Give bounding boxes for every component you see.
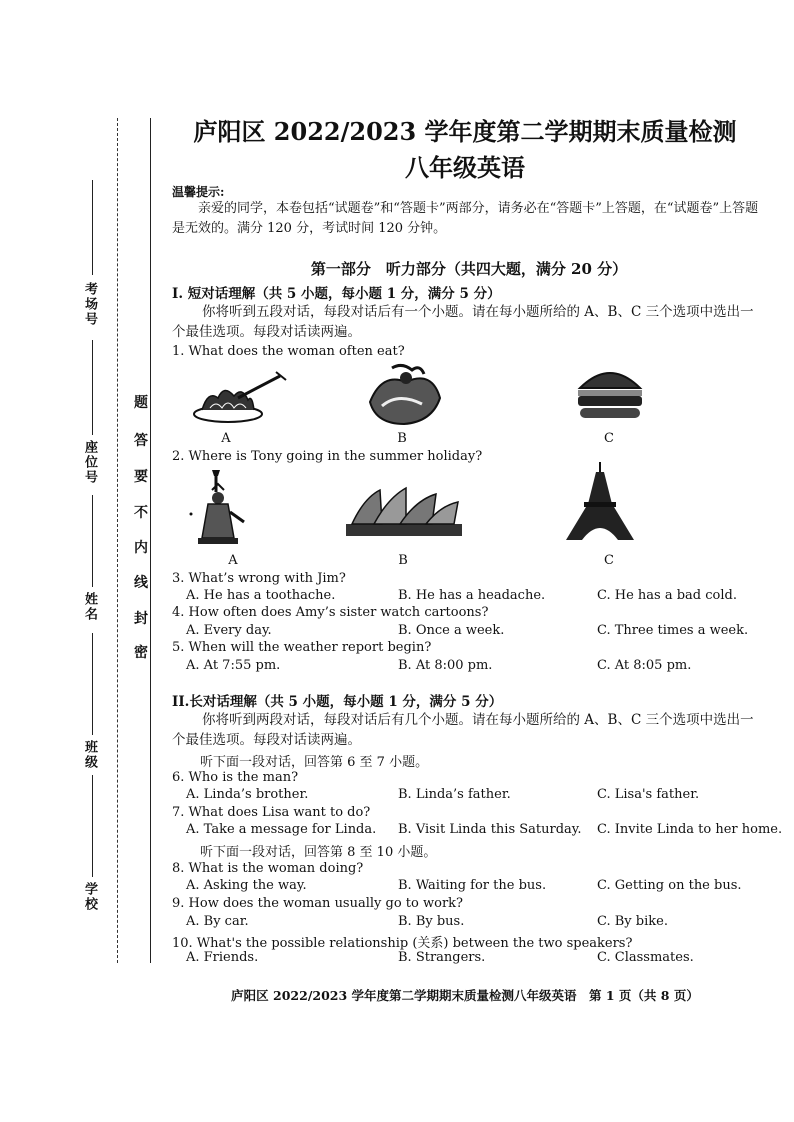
tips-label: 温馨提示: (172, 185, 225, 199)
field-class: 班级 (82, 740, 97, 770)
option-a: A. He has a toothache. (186, 588, 336, 603)
picture-label: C (604, 553, 614, 568)
section-one-heading: I. 短对话理解（共 5 小题，每小题 1 分，满分 5 分） (172, 286, 501, 302)
option-a: A. Every day. (186, 623, 272, 638)
option-b: B. Waiting for the bus. (398, 878, 547, 893)
seal-char: 封 (134, 611, 148, 627)
option-c: C. Classmates. (597, 950, 694, 965)
eiffel-tower-icon (560, 460, 640, 542)
question-3: 3. What’s wrong with Jim? (172, 571, 346, 586)
field-line (92, 180, 93, 275)
option-b: B. Once a week. (398, 623, 505, 638)
option-c: C. Three times a week. (597, 623, 749, 638)
section-two-instruction: 你将听到两段对话，每段对话后有几个小题。请在每小题所给的 A、B、C 三个选项中选出一个最佳选项。每段对话读两遍。 (172, 712, 754, 748)
option-c: C. He has a bad cold. (597, 588, 737, 603)
vegetables-icon (362, 362, 446, 430)
question-6: 6. Who is the man? (172, 770, 299, 785)
seal-char: 答 (134, 433, 148, 449)
option-a: A. Take a message for Linda. (186, 822, 377, 837)
hamburger-icon (574, 362, 646, 424)
seal-char: 题 (134, 395, 148, 411)
section-two-heading: II.长对话理解（共 5 小题，每小题 1 分，满分 5 分） (172, 694, 503, 710)
field-exam-room: 考场号 (82, 282, 97, 327)
option-c: C. At 8:05 pm. (597, 658, 692, 673)
option-a: A. At 7:55 pm. (186, 658, 281, 673)
option-a: A. Asking the way. (186, 878, 307, 893)
spaghetti-icon (188, 370, 288, 428)
option-b: B. Linda’s father. (398, 787, 511, 802)
seal-char: 线 (134, 575, 148, 591)
question-9: 9. How does the woman usually go to work? (172, 896, 464, 911)
sydney-opera-house-icon (344, 484, 464, 540)
picture-label: B (398, 553, 408, 568)
field-line (92, 775, 93, 877)
option-b: B. At 8:00 pm. (398, 658, 493, 673)
field-line (92, 340, 93, 435)
seal-char: 不 (134, 505, 148, 521)
picture-label: B (397, 431, 407, 446)
option-b: B. Visit Linda this Saturday. (398, 822, 582, 837)
exam-subject: 八年级英语 (405, 153, 525, 182)
field-line (92, 633, 93, 735)
option-a: A. Friends. (186, 950, 259, 965)
question-2: 2. Where is Tony going in the summer holiday? (172, 449, 483, 464)
statue-of-liberty-icon (188, 468, 264, 546)
option-b: B. By bus. (398, 914, 465, 929)
question-10: 10. What's the possible relationship (关系) between the two speakers? (172, 936, 633, 951)
tips-text: 亲爱的同学，本卷包括“试题卷”和“答题卡”两部分，请务必在“答题卡”上答题，在“试题卷”上答题是无效的。满分 120 分，考试时间 120 分钟。 (172, 201, 759, 236)
picture-label: A (228, 553, 238, 568)
option-c: C. Lisa's father. (597, 787, 700, 802)
listening-subheading: 听下面一段对话，回答第 6 至 7 小题。 (200, 755, 429, 770)
question-5: 5. When will the weather report begin? (172, 640, 432, 655)
question-1: 1. What does the woman often eat? (172, 344, 405, 359)
field-name: 姓名 (82, 592, 97, 622)
option-b: B. Strangers. (398, 950, 486, 965)
picture-label: C (604, 431, 614, 446)
binding-dashed-line (117, 118, 118, 963)
picture-label: A (221, 431, 231, 446)
listening-subheading: 听下面一段对话，回答第 8 至 10 小题。 (200, 845, 437, 860)
part-one-title: 第一部分 听力部分（共四大题，满分 20 分） (310, 260, 628, 278)
question-7: 7. What does Lisa want to do? (172, 805, 371, 820)
exam-title: 庐阳区 2022/2023 学年度第二学期期末质量检测 (193, 117, 737, 146)
question-8: 8. What is the woman doing? (172, 861, 364, 876)
option-c: C. By bike. (597, 914, 668, 929)
section-one-instruction: 你将听到五段对话，每段对话后有一个小题。请在每小题所给的 A、B、C 三个选项中选出一个最佳选项。每段对话读两遍。 (172, 304, 754, 340)
field-school: 学校 (82, 882, 97, 912)
option-b: B. He has a headache. (398, 588, 546, 603)
field-line (92, 495, 93, 587)
seal-char: 密 (134, 645, 148, 661)
margin-rule (150, 118, 151, 963)
option-a: A. By car. (186, 914, 249, 929)
question-4: 4. How often does Amy’s sister watch cartoons? (172, 605, 489, 620)
field-seat: 座位号 (82, 440, 97, 485)
option-c: C. Invite Linda to her home. (597, 822, 783, 837)
option-c: C. Getting on the bus. (597, 878, 742, 893)
seal-char: 要 (134, 469, 148, 485)
seal-char: 内 (134, 540, 148, 556)
page-footer: 庐阳区 2022/2023 学年度第二学期期末质量检测八年级英语 第 1 页（共 8 页） (231, 988, 699, 1003)
option-a: A. Linda’s brother. (186, 787, 309, 802)
